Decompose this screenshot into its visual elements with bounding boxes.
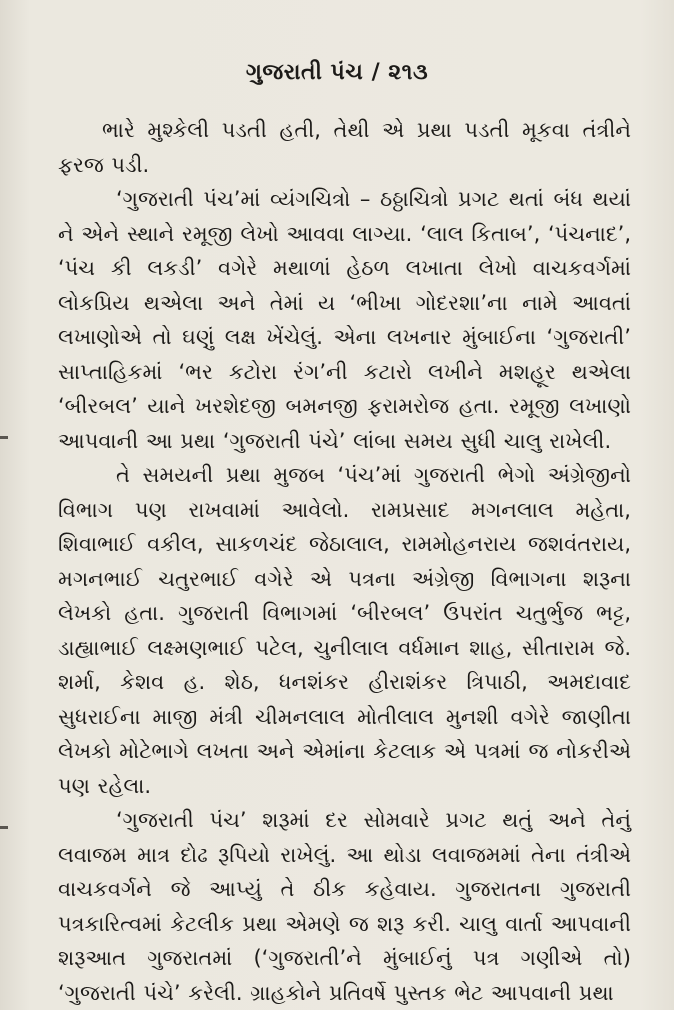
margin-tick-mark bbox=[0, 436, 8, 439]
paragraph: તે સમયની પ્રથા મુજબ ‘પંચ’માં ગુજરાતી ભેગો અંગ્રેજીનો વિભાગ પણ રાખવામાં આવેલો. રામપ્રસાદ મગનલાલ મહેતા, શિવાભાઈ વકીલ, સાકળચંદ જેઠાલાલ, રામમોહનરાય જશવંતરાય, મગનભાઈ ચતુરભાઈ વગેરે એ પત્રના અંગ્રેજી વિભાગના શરૂના લેખકો હતા. ગુજરાતી વિભાગમાં ‘બીરબલ’ ઉપરાંત ચતુર્ભુજ ભટ્ટ, ડાહ્યાભાઈ લક્ષ્મણભાઈ પટેલ, ચુનીલાલ વર્ધમાન શાહ, સીતારામ જે. શર્મા, કેશવ હ. શેઠ, ધનશંકર હીરાશંકર ત્રિપાઠી, અમદાવાદ સુધરાઈના માજી મંત્રી ચીમનલાલ મોતીલાલ મુનશી વગેરે જાણીતા લેખકો મોટેભાગે લખતા અને એમાંના કેટલાક એ પત્રમાં જ નોકરીએ પણ રહેલા. bbox=[58, 463, 631, 798]
paragraph: ‘ગુજરાતી પંચ’માં વ્યંગચિત્રો – ઠઠ્ઠાચિત્રો પ્રગટ થતાં બંધ થયાં ને એને સ્થાને રમૂજી લેખો આવવા લાગ્યા. ‘લાલ કિતાબ’, ‘પંચનાદ’, ‘પંચ કી લકડી’ વગેરે મથાળાં હેઠળ લખાતા લેખો વાચકવર્ગમાં લોકપ્રિય થએલા અને તેમાં ય ‘ભીખા ગોદરશા’ના નામે આવતાં લખાણોએ તો ઘણું લક્ષ ખેંચેલું. એના લખનાર મુંબાઈના ‘ગુજરાતી’ સાપ્તાહિકમાં ‘ભર કટોરા રંગ’ની કટારો લખીને મશહૂર થએલા ‘બીરબલ’ યાને ખરશેદજી બમનજી ફરામરોજ હતા. રમૂજી લખાણો આપવાની આ પ્રથા ‘ગુજરાતી પંચે’ લાંબા સમય સુધી ચાલુ રાખેલી. bbox=[58, 187, 631, 453]
margin-tick-mark bbox=[0, 826, 8, 829]
paragraph: ‘ગુજરાતી પંચ’ શરૂમાં દર સોમવારે પ્રગટ થતું અને તેનું લવાજમ માત્ર દોઢ રૂપિયો રાખેલું. આ થોડા લવાજમમાં તેના તંત્રીએ વાચકવર્ગને જે આપ્યું તે ઠીક કહેવાય. ગુજરાતના ગુજરાતી પત્રકારિત્વમાં કેટલીક પ્રથા એમણે જ શરૂ કરી. ચાલુ વાર્તા આપવાની શરૂઆત ગુજરાતમાં (‘ગુજરાતી’ને મુંબાઈનું પત્ર ગણીએ તો) ‘ગુજરાતી પંચે’ કરેલી. ગ્રાહકોને પ્રતિવર્ષે પુસ્તક ભેટ આપવાની પ્રથા bbox=[58, 808, 631, 1005]
running-header: ગુજરાતી પંચ / ૨૧૩ bbox=[245, 60, 429, 85]
body-text bbox=[58, 113, 631, 1010]
paragraph: ભારે મુશ્કેલી પડતી હતી, તેથી એ પ્રથા પડતી મૂકવા તંત્રીને ફરજ પડી. bbox=[58, 118, 631, 177]
